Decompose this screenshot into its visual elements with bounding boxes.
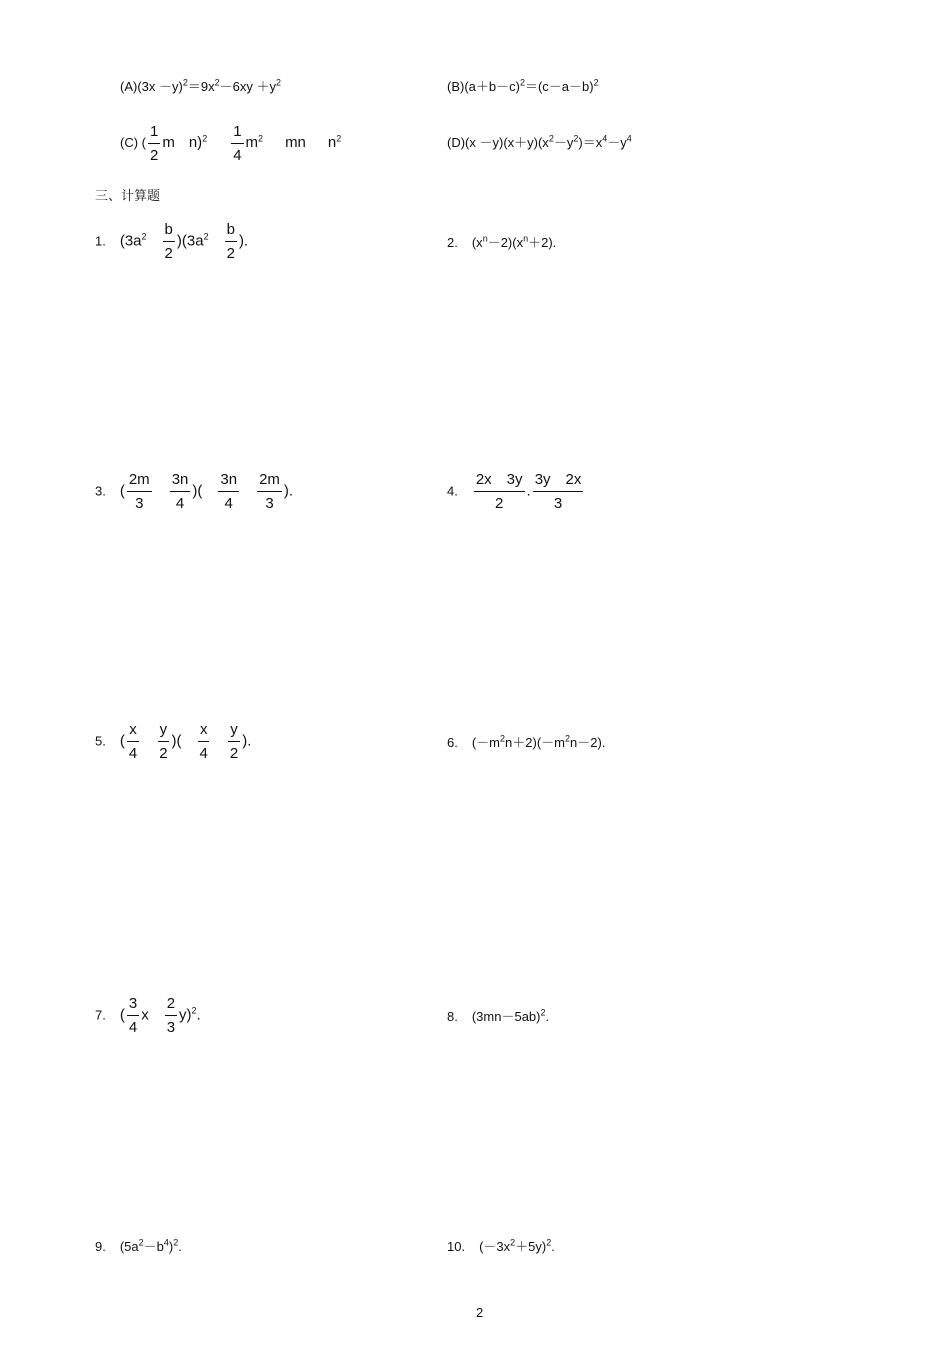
exp: 2 <box>202 133 208 144</box>
numerator: 3 <box>127 996 139 1016</box>
exp: 2 <box>203 231 209 242</box>
exp: n <box>482 233 488 244</box>
term: ( <box>119 482 125 500</box>
problem-number: 10. <box>447 1239 466 1254</box>
numerator: 1 <box>148 124 160 144</box>
problem-number: 4. <box>447 483 458 499</box>
exp: 4 <box>626 133 632 144</box>
problem-8 <box>447 1007 550 1024</box>
denominator: 3 <box>135 495 144 512</box>
numerator: y <box>228 722 240 742</box>
problem-5 <box>95 722 251 761</box>
term: . <box>545 1009 550 1024</box>
problem-number: 2. <box>447 235 458 250</box>
term: ). <box>238 232 249 250</box>
term: ) <box>168 1239 174 1254</box>
numerator: 2 <box>165 996 177 1016</box>
term: . <box>178 1239 182 1254</box>
term: m <box>245 133 259 151</box>
exp: 2 <box>138 1237 144 1248</box>
exp: 2 <box>182 77 188 88</box>
problem-2 <box>447 233 557 250</box>
denominator: 2 <box>229 745 239 762</box>
term: ). <box>242 732 252 750</box>
term: n－2). <box>570 735 606 750</box>
exp: 2 <box>510 1237 516 1248</box>
term: (－m <box>471 735 501 750</box>
fraction <box>170 472 191 511</box>
term: (3a <box>119 232 142 250</box>
term: )( <box>192 482 203 500</box>
option-d-mid: －y <box>553 135 574 150</box>
exp: 2 <box>546 1237 552 1248</box>
numerator: 3y 2x <box>533 472 584 492</box>
fraction <box>198 722 210 761</box>
fraction <box>163 222 175 261</box>
term: . <box>196 1006 201 1024</box>
term: ( <box>119 1006 125 1024</box>
fraction <box>533 472 584 511</box>
denominator: 4 <box>233 147 242 164</box>
fraction <box>257 472 282 511</box>
exp: 2 <box>564 733 570 744</box>
exp: 2 <box>336 133 342 144</box>
term: ＋5y) <box>515 1239 547 1254</box>
fraction <box>225 222 237 261</box>
term: n＋2)(－m <box>505 735 565 750</box>
exp: 2 <box>540 1007 546 1018</box>
term: ( <box>119 732 125 750</box>
fraction <box>127 472 152 511</box>
option-a-lhs: (A)(3x －y) <box>120 79 183 94</box>
section-title: 三、计算题 <box>95 189 161 204</box>
term: (3mn－5ab) <box>471 1009 541 1024</box>
fraction <box>474 472 525 511</box>
page-number: 2 <box>476 1305 484 1320</box>
exp: 2 <box>573 133 579 144</box>
problem-3 <box>95 472 293 511</box>
option-b-mid: ＝(c－a－b) <box>524 79 594 94</box>
problem-number: 6. <box>447 735 458 750</box>
term: x <box>141 1006 149 1024</box>
fraction <box>231 124 243 163</box>
term: )(3a <box>176 232 204 250</box>
term: m <box>162 133 175 151</box>
problem-number: 3. <box>95 483 106 499</box>
exp: 2 <box>214 77 220 88</box>
numerator: 3n <box>218 472 239 492</box>
denominator: 4 <box>128 745 138 762</box>
denominator: 2 <box>226 245 235 262</box>
exp: 2 <box>593 77 599 88</box>
term: (5a <box>119 1239 139 1254</box>
denominator: 3 <box>553 495 563 512</box>
option-d <box>447 133 632 150</box>
fraction <box>157 722 169 761</box>
problem-number: 5. <box>95 733 106 749</box>
fraction <box>218 472 239 511</box>
exp: 2 <box>548 133 554 144</box>
exp: 2 <box>500 733 506 744</box>
problem-10 <box>447 1237 555 1254</box>
numerator: x <box>127 722 139 742</box>
fraction <box>165 996 177 1035</box>
denominator: 2 <box>150 147 159 164</box>
numerator: y <box>158 722 170 742</box>
numerator: 1 <box>231 124 243 144</box>
term: n <box>327 133 337 151</box>
numerator: x <box>198 722 210 742</box>
exp: 2 <box>275 77 281 88</box>
exp: 2 <box>141 231 147 242</box>
exp: 2 <box>258 133 264 144</box>
numerator: b <box>163 222 175 242</box>
option-b-lhs: (B)(a＋b－c) <box>447 79 520 94</box>
numerator: 2m <box>257 472 282 492</box>
denominator: 3 <box>166 1019 176 1036</box>
fraction <box>228 722 240 761</box>
denominator: 3 <box>265 495 274 512</box>
option-d-rest: )＝x <box>578 135 603 150</box>
numerator: 2x 3y <box>474 472 525 492</box>
term: )( <box>171 732 182 750</box>
denominator: 2 <box>495 495 504 512</box>
term: mn <box>285 133 306 151</box>
fraction <box>148 124 160 163</box>
term: ＋2). <box>528 235 557 250</box>
option-a <box>120 77 281 94</box>
problem-number: 8. <box>447 1009 458 1024</box>
denominator: 4 <box>128 1019 138 1036</box>
term: －b <box>143 1239 164 1254</box>
term: y) <box>179 1006 192 1024</box>
option-d-lhs: (D)(x －y)(x＋y)(x <box>447 135 549 150</box>
option-a-rest: －6xy ＋y <box>219 79 276 94</box>
denominator: 2 <box>164 245 173 262</box>
option-d-tail: －y <box>607 135 627 150</box>
denominator: 2 <box>159 745 168 762</box>
numerator: b <box>225 222 237 242</box>
term: . <box>551 1239 555 1254</box>
option-a-mid: ＝9x <box>187 79 215 94</box>
exp: 2 <box>173 1237 179 1248</box>
fraction <box>127 722 139 761</box>
numerator: 3n <box>170 472 191 492</box>
term: ). <box>283 482 294 500</box>
problem-6 <box>447 733 606 750</box>
problem-7 <box>95 996 201 1035</box>
exp: 4 <box>602 133 608 144</box>
problem-number: 7. <box>95 1007 106 1023</box>
exp: n <box>523 233 529 244</box>
numerator: 2m <box>127 472 152 492</box>
denominator: 4 <box>199 745 208 762</box>
term: －2)(x <box>487 235 524 250</box>
option-c <box>120 124 341 163</box>
denominator: 4 <box>175 495 185 512</box>
problem-1 <box>95 222 248 261</box>
problem-number: 9. <box>95 1239 106 1254</box>
fraction <box>127 996 139 1035</box>
exp: 2 <box>519 77 525 88</box>
problem-number: 1. <box>95 233 106 249</box>
option-b <box>447 77 599 94</box>
denominator: 4 <box>224 495 233 512</box>
term: n) <box>188 133 203 151</box>
problem-9 <box>95 1237 182 1254</box>
problem-4 <box>447 472 585 511</box>
exp: 2 <box>191 1005 197 1016</box>
term: (－3x <box>479 1239 511 1254</box>
term: . <box>526 482 531 500</box>
term: (x <box>471 235 483 250</box>
option-c-label: (C) ( <box>120 134 146 150</box>
exp: 4 <box>163 1237 169 1248</box>
